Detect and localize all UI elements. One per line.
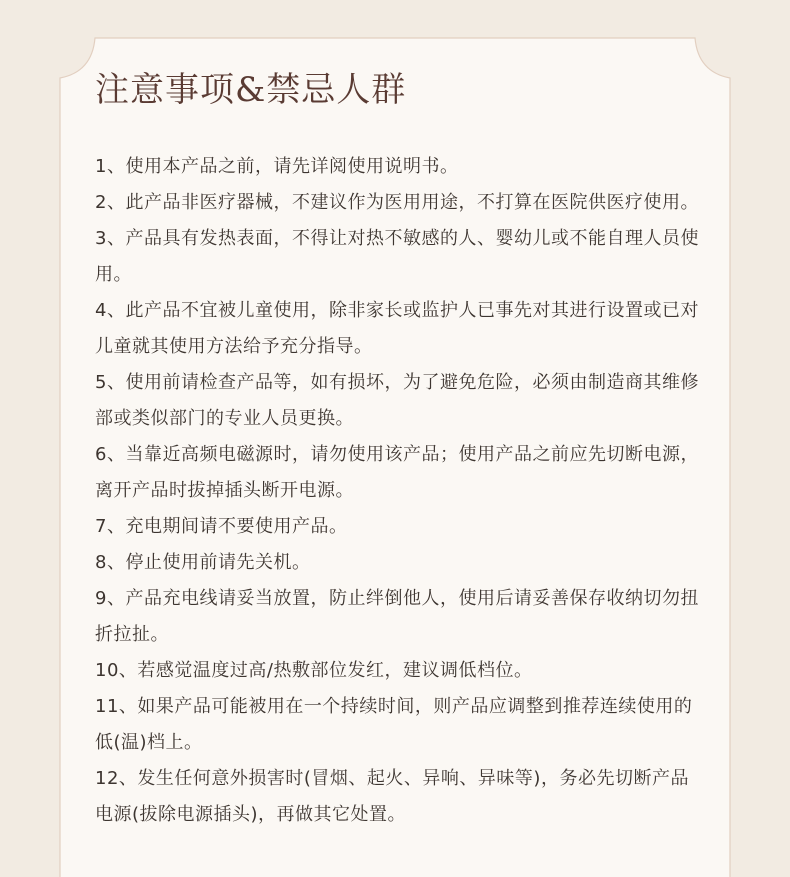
list-item: 7、充电期间请不要使用产品。	[95, 516, 348, 538]
list-item: 10、若感觉温度过高/热敷部位发红，建议调低档位。	[95, 660, 533, 682]
notice-card	[95, 72, 705, 833]
list-item: 4、此产品不宜被儿童使用，除非家长或监护人已事先对其进行设置或已对儿童就其使用方法给予充分指导。	[95, 300, 699, 358]
list-item: 3、产品具有发热表面，不得让对热不敏感的人、婴幼儿或不能自理人员使用。	[95, 228, 699, 286]
notice-list	[95, 149, 705, 833]
list-item: 1、使用本产品之前，请先详阅使用说明书。	[95, 156, 459, 178]
list-item: 9、产品充电线请妥当放置，防止绊倒他人，使用后请妥善保存收纳切勿扭折拉扯。	[95, 588, 699, 646]
page-title: 注意事项&禁忌人群	[95, 70, 407, 110]
list-item: 8、停止使用前请先关机。	[95, 552, 311, 574]
list-item: 5、使用前请检查产品等，如有损坏，为了避免危险，必须由制造商其维修部或类似部门的专业人员更换。	[95, 372, 699, 430]
list-item: 11、如果产品可能被用在一个持续时间，则产品应调整到推荐连续使用的低(温)档上。	[95, 696, 693, 754]
list-item: 2、此产品非医疗器械，不建议作为医用用途，不打算在医院供医疗使用。	[95, 192, 699, 214]
list-item: 12、发生任何意外损害时(冒烟、起火、异响、异味等)，务必先切断产品电源(拔除电源插头)，再做其它处置。	[95, 768, 689, 826]
list-item: 6、当靠近高频电磁源时，请勿使用该产品；使用产品之前应先切断电源，离开产品时拔掉插头断开电源。	[95, 444, 699, 502]
